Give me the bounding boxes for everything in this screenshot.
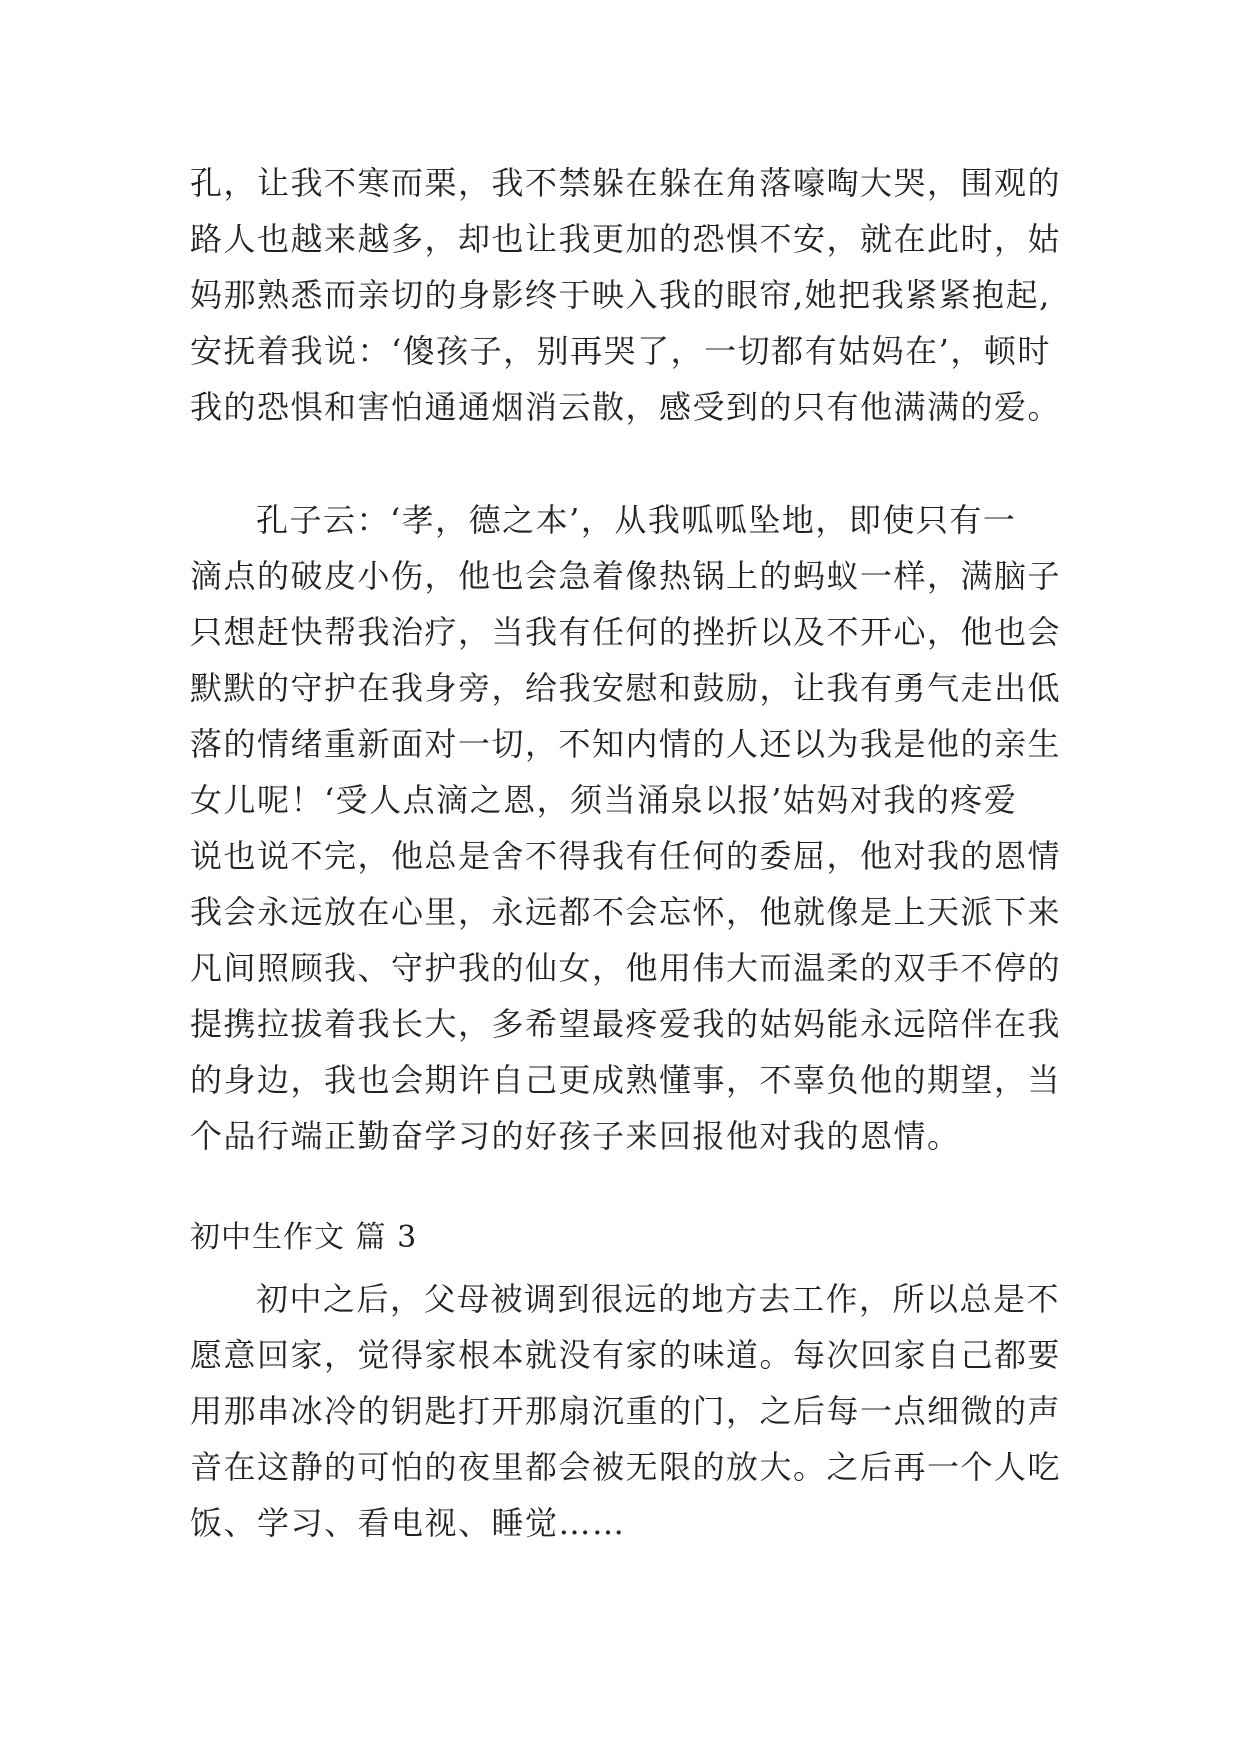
text-line: 安抚着我说：‘傻孩子，别再哭了，一切都有姑妈在’，顿时 [190,332,1051,370]
text-line: 愿意回家，觉得家根本就没有家的味道。每次回家自己都要 [190,1336,1062,1374]
text-line: 孔子云：‘孝，德之本’，从我呱呱坠地，即使只有一 [256,501,1017,539]
text-line: 用那串冰冷的钥匙打开那扇沉重的门，之后每一点细微的声 [190,1392,1062,1430]
text-line: 提携拉拔着我长大，多希望最疼爱我的姑妈能永远陪伴在我 [190,1005,1062,1043]
text-line: 女儿呢！‘受人点滴之恩，须当涌泉以报’姑妈对我的疼爱 [190,781,1018,819]
paragraph [190,492,1090,1164]
text-line: 只想赶快帮我治疗，当我有任何的挫折以及不开心，他也会 [190,613,1062,651]
text-line: 我的恐惧和害怕通通烟消云散，感受到的只有他满满的爱。 [190,388,1062,426]
text-line: 凡间照顾我、守护我的仙女，他用伟大而温柔的双手不停的 [190,949,1062,987]
text-line: 说也说不完，他总是舍不得我有任何的委屈，他对我的恩情 [190,837,1062,875]
paragraph [190,155,1090,435]
paragraph [190,1271,1090,1551]
text-line: 音在这静的可怕的夜里都会被无限的放大。之后再一个人吃 [190,1448,1062,1486]
text-line: 饭、学习、看电视、睡觉…… [190,1504,626,1542]
section-heading [190,1213,1090,1263]
text-line: 我会永远放在心里，永远都不会忘怀，他就像是上天派下来 [190,893,1062,931]
text-line: 落的情绪重新面对一切，不知内情的人还以为我是他的亲生 [190,725,1062,763]
text-line: 的身边，我也会期许自己更成熟懂事，不辜负他的期望，当 [190,1061,1062,1099]
text-line: 默默的守护在我身旁，给我安慰和鼓励，让我有勇气走出低 [190,669,1062,707]
text-line: 妈那熟悉而亲切的身影终于映入我的眼帘,她把我紧紧抱起, [190,276,1051,314]
section-title: 初中生作文 篇 3 [190,1220,418,1255]
text-line: 初中之后，父母被调到很远的地方去工作，所以总是不 [256,1280,1061,1318]
text-line: 孔，让我不寒而栗，我不禁躲在躲在角落嚎啕大哭，围观的 [190,164,1062,202]
text-line: 个品行端正勤奋学习的好孩子来回报他对我的恩情。 [190,1117,961,1155]
text-line: 路人也越来越多，却也让我更加的恐惧不安，就在此时，姑 [190,220,1062,258]
text-line: 滴点的破皮小伤，他也会急着像热锅上的蚂蚁一样，满脑子 [190,557,1062,595]
